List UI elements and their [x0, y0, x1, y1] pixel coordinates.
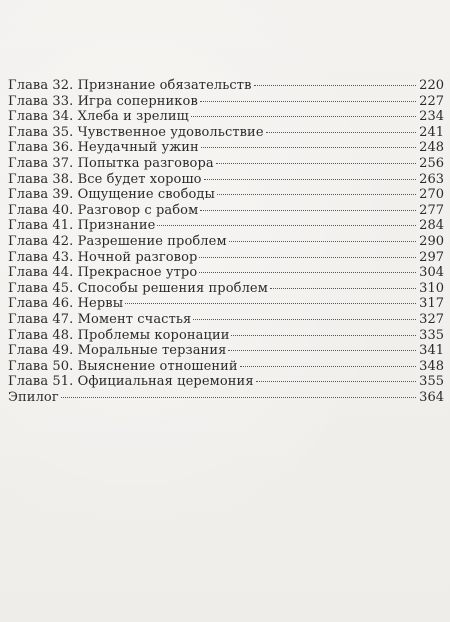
toc-leader-dots: [201, 147, 416, 148]
toc-entry: [8, 343, 444, 359]
toc-entry-page: 364: [419, 389, 444, 405]
toc-leader-dots: [157, 225, 416, 226]
toc-leader-dots: [216, 163, 416, 164]
toc-entry: [8, 78, 444, 94]
toc-leader-dots: [204, 179, 416, 180]
toc-entry-page: 327: [419, 311, 444, 327]
toc-entry-page: 297: [419, 249, 444, 265]
toc-entry-page: 341: [419, 343, 444, 359]
toc-entry: [8, 140, 444, 156]
toc-entry: [8, 390, 444, 406]
toc-entry-title: Глава 37. Попытка разговора: [8, 155, 214, 171]
toc-entry-page: 277: [419, 202, 444, 218]
toc-entry-title: Глава 39. Ощущение свободы: [8, 187, 215, 203]
toc-entry-title: Глава 51. Официальная церемония: [8, 374, 254, 390]
toc-entry: [8, 312, 444, 328]
toc-entry: [8, 328, 444, 344]
toc-entry-title: Глава 34. Хлеба и зрелищ: [8, 109, 189, 125]
toc-leader-dots: [200, 210, 416, 211]
toc-entry: [8, 374, 444, 390]
toc-entry-page: 290: [419, 233, 444, 249]
toc-leader-dots: [229, 241, 416, 242]
toc-entry-title: Глава 36. Неудачный ужин: [8, 140, 199, 156]
toc-entry-title: Глава 44. Прекрасное утро: [8, 265, 198, 281]
toc-entry-page: 284: [419, 218, 444, 234]
toc-entry: [8, 187, 444, 203]
table-of-contents: [8, 78, 444, 405]
toc-entry-page: 355: [419, 374, 444, 390]
toc-entry: [8, 94, 444, 110]
toc-entry-page: 248: [419, 140, 444, 156]
toc-entry-title: Глава 45. Способы решения проблем: [8, 280, 268, 296]
toc-entry: [8, 109, 444, 125]
toc-leader-dots: [61, 397, 416, 398]
toc-entry-page: 335: [419, 327, 444, 343]
toc-entry: [8, 218, 444, 234]
toc-entry: [8, 125, 444, 141]
toc-entry-page: 241: [419, 124, 444, 140]
toc-leader-dots: [270, 288, 416, 289]
toc-entry-page: 348: [419, 358, 444, 374]
toc-leader-dots: [193, 319, 416, 320]
toc-entry-page: 256: [419, 155, 444, 171]
toc-entry-title: Глава 43. Ночной разговор: [8, 249, 198, 265]
toc-leader-dots: [125, 303, 416, 304]
toc-entry-title: Глава 40. Разговор с рабом: [8, 202, 199, 218]
toc-leader-dots: [240, 366, 416, 367]
toc-leader-dots: [256, 381, 416, 382]
toc-leader-dots: [266, 132, 416, 133]
toc-entry: [8, 172, 444, 188]
toc-entry-title: Глава 42. Разрешение проблем: [8, 233, 227, 249]
toc-entry: [8, 250, 444, 266]
toc-leader-dots: [199, 257, 416, 258]
toc-entry: [8, 203, 444, 219]
toc-entry-title: Глава 46. Нервы: [8, 296, 124, 312]
toc-leader-dots: [200, 101, 416, 102]
toc-leader-dots: [228, 350, 416, 351]
toc-leader-dots: [231, 335, 416, 336]
toc-entry-title: Глава 41. Признание: [8, 218, 156, 234]
toc-entry-title: Глава 50. Выяснение отношений: [8, 358, 238, 374]
toc-entry: [8, 265, 444, 281]
toc-entry: [8, 281, 444, 297]
toc-entry-page: 304: [419, 265, 444, 281]
toc-leader-dots: [191, 116, 416, 117]
toc-entry-page: 220: [419, 78, 444, 93]
toc-entry-title: Глава 47. Момент счастья: [8, 311, 192, 327]
toc-entry: [8, 156, 444, 172]
toc-entry-title: Глава 48. Проблемы коронации: [8, 327, 230, 343]
toc-entry-page: 270: [419, 187, 444, 203]
toc-entry-title: Глава 35. Чувственное удовольствие: [8, 124, 264, 140]
toc-entry-page: 227: [419, 93, 444, 109]
toc-entry-page: 234: [419, 109, 444, 125]
toc-entry: [8, 359, 444, 375]
toc-entry-title: Глава 49. Моральные терзания: [8, 343, 227, 359]
toc-entry: [8, 296, 444, 312]
toc-entry-page: 263: [419, 171, 444, 187]
toc-leader-dots: [254, 85, 416, 86]
toc-entry: [8, 234, 444, 250]
toc-entry-title: Глава 33. Игра соперников: [8, 93, 198, 109]
toc-entry-title: Глава 32. Признание обязательств: [8, 78, 252, 93]
toc-leader-dots: [217, 194, 416, 195]
toc-entry-page: 317: [419, 296, 444, 312]
toc-entry-title: Глава 38. Все будет хорошо: [8, 171, 202, 187]
toc-entry-title: Эпилог: [8, 389, 59, 405]
toc-entry-page: 310: [419, 280, 444, 296]
toc-leader-dots: [199, 272, 416, 273]
